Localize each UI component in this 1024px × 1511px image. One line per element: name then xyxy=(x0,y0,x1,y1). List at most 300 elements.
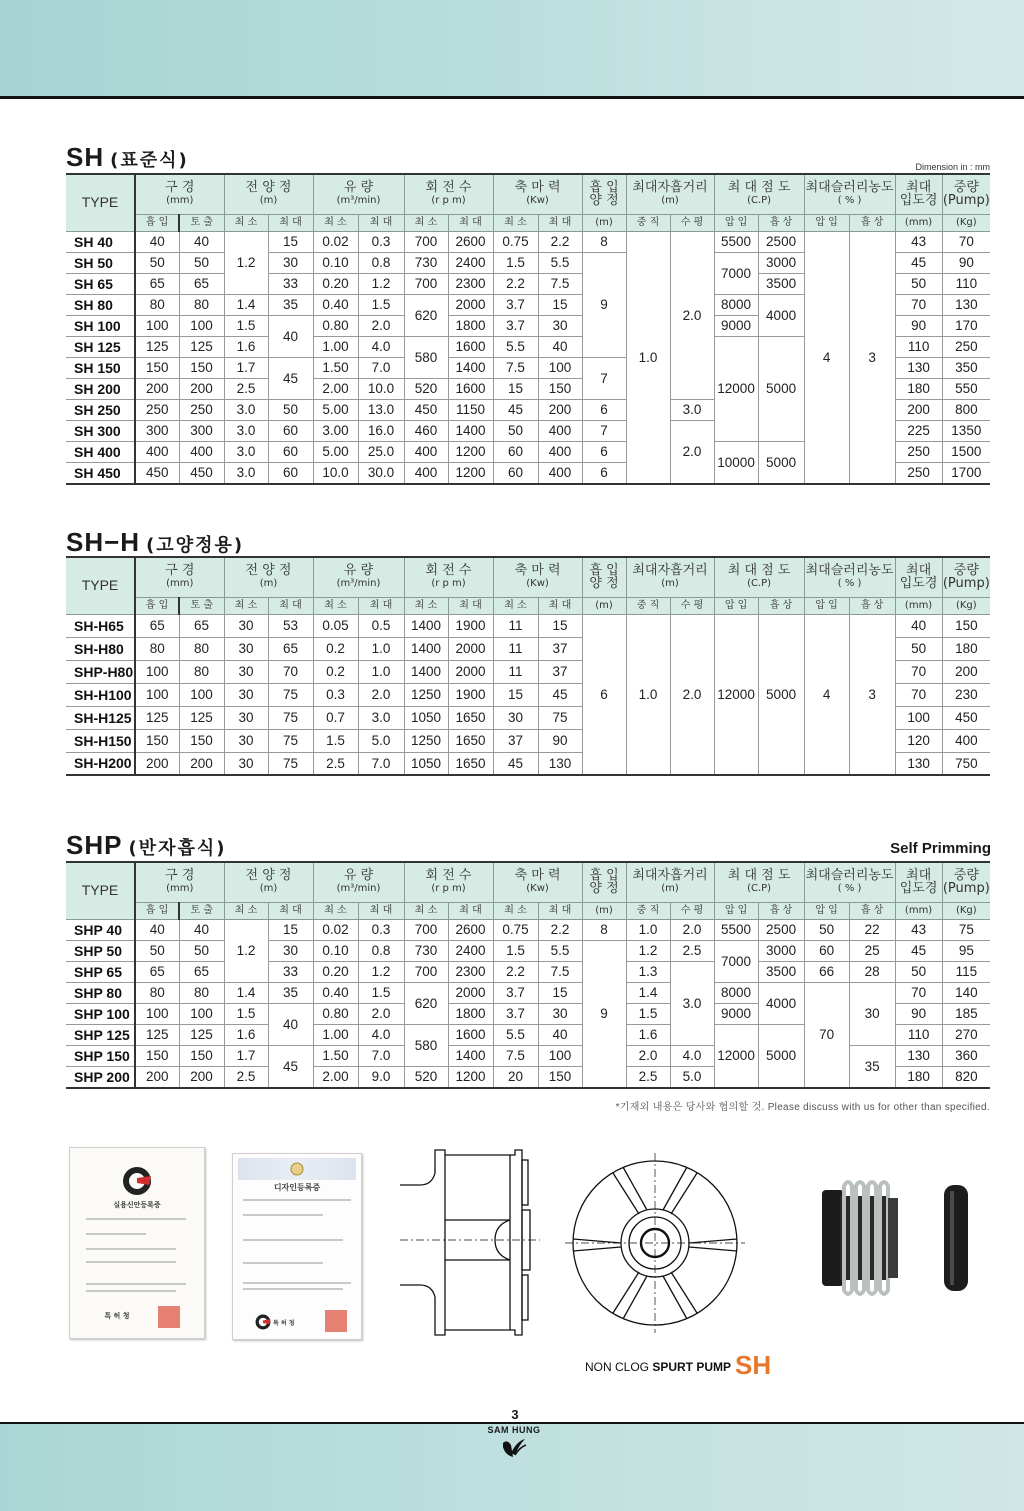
power-min: 5.5 xyxy=(493,1024,538,1045)
viscosity-press: 8000 xyxy=(714,294,758,315)
head-max: 45 xyxy=(268,1045,313,1088)
col-suction-head-label2: 양 정 xyxy=(589,193,619,209)
head-max: 33 xyxy=(268,961,313,982)
particle-size: 180 xyxy=(895,378,942,399)
head-max: 60 xyxy=(268,441,313,462)
bore-inlet: 80 xyxy=(135,294,179,315)
col-suction-head-label: 흡 입 xyxy=(589,180,619,196)
bore-outlet: 400 xyxy=(179,441,224,462)
viscosity-suck: 4000 xyxy=(758,982,804,1024)
col-viscosity xyxy=(714,174,804,214)
weight: 800 xyxy=(942,399,990,420)
head-max: 35 xyxy=(268,982,313,1003)
col-suction-head xyxy=(582,862,626,902)
self-suction-horizontal: 3.0 xyxy=(670,399,714,420)
sub-unit-m: (m) xyxy=(582,214,626,231)
sub-unit-mm: (mm) xyxy=(895,902,942,919)
particle-size: 180 xyxy=(895,1066,942,1088)
sub-suck: 흡 상 xyxy=(849,902,895,919)
bore-outlet: 65 xyxy=(179,961,224,982)
power-max: 37 xyxy=(538,637,582,660)
bore-inlet: 125 xyxy=(135,336,179,357)
utility-model-certificate xyxy=(69,1147,205,1339)
col-speed-label: 회 전 수 xyxy=(425,868,472,884)
col-power xyxy=(493,174,582,214)
head-max: 45 xyxy=(268,357,313,399)
power-max: 15 xyxy=(538,982,582,1003)
caption-model: SH xyxy=(735,1350,772,1380)
bore-outlet: 125 xyxy=(179,1024,224,1045)
weight: 1500 xyxy=(942,441,990,462)
head-min: 1.2 xyxy=(224,231,268,294)
bore-inlet: 100 xyxy=(135,683,179,706)
power-max: 130 xyxy=(538,752,582,775)
national-emblem-icon xyxy=(290,1162,304,1176)
type-cell: SHP 65 xyxy=(66,961,135,982)
head-max: 35 xyxy=(268,294,313,315)
rpm-max: 2600 xyxy=(448,919,493,940)
type-cell: SHP 80 xyxy=(66,982,135,1003)
bore-inlet: 200 xyxy=(135,1066,179,1088)
col-suction-head xyxy=(582,557,626,597)
suction-head: 7 xyxy=(582,420,626,441)
col-power-unit: (Kw) xyxy=(526,883,549,895)
flow-min: 1.50 xyxy=(313,357,358,378)
viscosity-suck: 2500 xyxy=(758,919,804,940)
slurry-press: 4 xyxy=(804,614,849,775)
viscosity-suck: 5000 xyxy=(758,614,804,775)
col-bore-label: 구 경 xyxy=(165,563,195,579)
col-weight-label2: (Pump) xyxy=(942,193,990,209)
col-bore xyxy=(135,862,224,902)
power-min: 1.5 xyxy=(493,940,538,961)
head-min: 1.6 xyxy=(224,336,268,357)
official-seal xyxy=(325,1310,347,1332)
sub-min: 최 소 xyxy=(313,597,358,614)
col-bore-label: 구 경 xyxy=(165,868,195,884)
self-suction-vertical: 1.0 xyxy=(626,231,670,484)
rpm-min: 700 xyxy=(404,919,448,940)
rpm-min: 450 xyxy=(404,399,448,420)
col-suction-head-label2: 양 정 xyxy=(589,576,619,592)
flow-min: 1.00 xyxy=(313,336,358,357)
sub-min: 최 소 xyxy=(224,597,268,614)
rpm-max: 2000 xyxy=(448,294,493,315)
col-self-suction xyxy=(626,557,714,597)
table-row xyxy=(66,614,990,637)
col-speed-unit: (r p m) xyxy=(431,195,466,207)
bore-outlet: 80 xyxy=(179,982,224,1003)
particle-size: 70 xyxy=(895,294,942,315)
rpm-max: 1900 xyxy=(448,614,493,637)
sub-min: 최 소 xyxy=(224,214,268,231)
sh-subtitle: (표준식) xyxy=(110,150,189,171)
col-slurry-label: 최대슬러리농도 xyxy=(805,180,894,196)
weight: 1700 xyxy=(942,462,990,484)
flow-max: 10.0 xyxy=(358,378,404,399)
flow-min: 0.40 xyxy=(313,982,358,1003)
bore-inlet: 150 xyxy=(135,357,179,378)
suction-head: 6 xyxy=(582,399,626,420)
bore-outlet: 200 xyxy=(179,1066,224,1088)
flow-max: 1.5 xyxy=(358,294,404,315)
power-max: 100 xyxy=(538,1045,582,1066)
viscosity-suck: 3500 xyxy=(758,961,804,982)
text-line xyxy=(243,1199,351,1201)
self-suction-horizontal: 2.5 xyxy=(670,940,714,961)
power-min: 45 xyxy=(493,399,538,420)
head-max: 60 xyxy=(268,462,313,484)
flow-min: 10.0 xyxy=(313,462,358,484)
sub-max: 최 대 xyxy=(448,902,493,919)
viscosity-press: 8000 xyxy=(714,982,758,1003)
flow-max: 13.0 xyxy=(358,399,404,420)
text-line xyxy=(86,1290,176,1292)
flow-max: 3.0 xyxy=(358,706,404,729)
flow-min: 0.10 xyxy=(313,252,358,273)
col-power-unit: (Kw) xyxy=(526,195,549,207)
flow-min: 2.00 xyxy=(313,1066,358,1088)
sub-press: 압 입 xyxy=(804,597,849,614)
sh-spec-table xyxy=(66,173,990,485)
sub-press: 압 입 xyxy=(804,214,849,231)
text-line xyxy=(86,1248,176,1250)
weight: 360 xyxy=(942,1045,990,1066)
particle-size: 70 xyxy=(895,982,942,1003)
rpm-min: 1250 xyxy=(404,729,448,752)
self-suction-horizontal: 2.0 xyxy=(670,614,714,775)
self-priming-label: Self Primming xyxy=(890,840,991,857)
rpm-max: 2600 xyxy=(448,231,493,252)
viscosity-press: 10000 xyxy=(714,441,758,484)
weight: 450 xyxy=(942,706,990,729)
col-flow-unit: (m³/min) xyxy=(336,195,381,207)
power-max: 100 xyxy=(538,357,582,378)
bore-outlet: 200 xyxy=(179,752,224,775)
sub-outlet: 토 출 xyxy=(179,214,224,231)
head-min: 30 xyxy=(224,637,268,660)
col-power-label: 축 마 력 xyxy=(514,180,561,196)
weight: 250 xyxy=(942,336,990,357)
bore-outlet: 100 xyxy=(179,315,224,336)
col-power-label: 축 마 력 xyxy=(514,868,561,884)
particle-size: 130 xyxy=(895,1045,942,1066)
col-suction-head-label: 흡 입 xyxy=(589,868,619,884)
table-row xyxy=(66,1045,990,1066)
sh-section-title xyxy=(66,142,189,173)
weight: 70 xyxy=(942,231,990,252)
sub-unit-m: (m) xyxy=(582,597,626,614)
col-weight-label: 중량 xyxy=(953,180,979,196)
bore-outlet: 125 xyxy=(179,706,224,729)
weight: 550 xyxy=(942,378,990,399)
col-type: TYPE xyxy=(66,557,135,614)
bore-inlet: 300 xyxy=(135,420,179,441)
rpm-max: 2300 xyxy=(448,961,493,982)
flow-min: 5.00 xyxy=(313,441,358,462)
bore-outlet: 40 xyxy=(179,231,224,252)
table-header xyxy=(66,862,990,919)
head-min: 30 xyxy=(224,752,268,775)
bore-outlet: 100 xyxy=(179,683,224,706)
type-cell: SH 450 xyxy=(66,462,135,484)
flow-max: 1.2 xyxy=(358,961,404,982)
flow-min: 5.00 xyxy=(313,399,358,420)
bore-inlet: 100 xyxy=(135,315,179,336)
rpm-max: 1200 xyxy=(448,1066,493,1088)
flow-max: 0.8 xyxy=(358,252,404,273)
shp-subtitle: (반자흡식) xyxy=(128,838,227,859)
suction-head: 6 xyxy=(582,462,626,484)
col-head-unit: (m) xyxy=(259,883,278,895)
weight: 350 xyxy=(942,357,990,378)
col-viscosity xyxy=(714,557,804,597)
col-flow-label: 유 량 xyxy=(343,180,374,196)
sub-suck: 흡 상 xyxy=(758,597,804,614)
rpm-min: 400 xyxy=(404,462,448,484)
power-max: 75 xyxy=(538,706,582,729)
sub-max: 최 대 xyxy=(358,214,404,231)
sub-min: 최 소 xyxy=(493,597,538,614)
col-flow xyxy=(313,557,404,597)
text-line xyxy=(243,1288,343,1290)
sub-min: 최 소 xyxy=(224,902,268,919)
sub-horizontal: 수 평 xyxy=(670,597,714,614)
slurry-press: 50 xyxy=(804,919,849,940)
bore-inlet: 125 xyxy=(135,1024,179,1045)
bore-inlet: 150 xyxy=(135,729,179,752)
rpm-min: 700 xyxy=(404,961,448,982)
head-min: 1.6 xyxy=(224,1024,268,1045)
sub-max: 최 대 xyxy=(448,597,493,614)
power-max: 15 xyxy=(538,294,582,315)
col-flow xyxy=(313,174,404,214)
particle-size: 120 xyxy=(895,729,942,752)
dimension-note: Dimension in : mm xyxy=(915,162,990,172)
rpm-max: 1600 xyxy=(448,336,493,357)
col-bore-unit: (mm) xyxy=(166,578,194,590)
power-max: 200 xyxy=(538,399,582,420)
sub-suck: 흡 상 xyxy=(849,214,895,231)
flow-min: 0.3 xyxy=(313,683,358,706)
shh-title: SH−H xyxy=(66,527,141,557)
bore-outlet: 200 xyxy=(179,378,224,399)
self-suction-vertical: 1.2 xyxy=(626,940,670,961)
sub-min: 최 소 xyxy=(493,902,538,919)
power-min: 15 xyxy=(493,378,538,399)
col-viscosity-unit: (C.P) xyxy=(747,195,772,207)
col-speed-unit: (r p m) xyxy=(431,578,466,590)
col-bore-unit: (mm) xyxy=(166,195,194,207)
power-min: 3.7 xyxy=(493,1003,538,1024)
head-min: 3.0 xyxy=(224,399,268,420)
col-type: TYPE xyxy=(66,862,135,919)
rpm-min: 730 xyxy=(404,252,448,273)
sub-max: 최 대 xyxy=(448,214,493,231)
sub-press: 압 입 xyxy=(714,902,758,919)
flow-min: 0.7 xyxy=(313,706,358,729)
bore-inlet: 125 xyxy=(135,706,179,729)
sub-max: 최 대 xyxy=(358,902,404,919)
sub-unit-kg: (Kg) xyxy=(942,902,990,919)
col-speed-label: 회 전 수 xyxy=(425,563,472,579)
rpm-max: 1800 xyxy=(448,315,493,336)
viscosity-suck: 2500 xyxy=(758,231,804,252)
sub-outlet: 토 출 xyxy=(179,597,224,614)
viscosity-suck: 3500 xyxy=(758,273,804,294)
head-min: 1.7 xyxy=(224,1045,268,1066)
col-viscosity-label: 최 대 점 도 xyxy=(727,868,791,884)
head-min: 1.5 xyxy=(224,315,268,336)
type-cell: SH-H65 xyxy=(66,614,135,637)
col-suction-head-label: 흡 입 xyxy=(589,563,619,579)
bore-outlet: 150 xyxy=(179,1045,224,1066)
bore-inlet: 200 xyxy=(135,378,179,399)
sub-min: 최 소 xyxy=(404,902,448,919)
head-min: 3.0 xyxy=(224,462,268,484)
type-cell: SH-H200 xyxy=(66,752,135,775)
col-head xyxy=(224,862,313,902)
flow-max: 0.3 xyxy=(358,919,404,940)
rpm-min: 620 xyxy=(404,294,448,336)
col-slurry-unit: ( % ) xyxy=(837,883,862,895)
type-cell: SH 100 xyxy=(66,315,135,336)
self-suction-vertical: 1.0 xyxy=(626,919,670,940)
head-max: 40 xyxy=(268,315,313,357)
sub-max: 최 대 xyxy=(268,214,313,231)
col-viscosity-unit: (C.P) xyxy=(747,578,772,590)
col-particle-label2: 입도경 xyxy=(899,193,938,209)
caption-non-clog: NON CLOG xyxy=(585,1360,653,1374)
head-min: 1.7 xyxy=(224,357,268,378)
type-cell: SH 50 xyxy=(66,252,135,273)
col-weight-label2: (Pump) xyxy=(942,576,990,592)
shh-section-title xyxy=(66,527,244,558)
col-head xyxy=(224,557,313,597)
type-cell: SH 150 xyxy=(66,357,135,378)
bore-outlet: 300 xyxy=(179,420,224,441)
col-slurry xyxy=(804,174,895,214)
power-max: 400 xyxy=(538,462,582,484)
col-particle xyxy=(895,174,942,214)
text-line xyxy=(86,1283,186,1285)
power-max: 30 xyxy=(538,1003,582,1024)
sub-outlet: 토 출 xyxy=(179,902,224,919)
bore-inlet: 40 xyxy=(135,231,179,252)
shp-title: SHP xyxy=(66,830,123,860)
power-max: 30 xyxy=(538,315,582,336)
bore-outlet: 100 xyxy=(179,1003,224,1024)
col-flow xyxy=(313,862,404,902)
flow-max: 2.0 xyxy=(358,1003,404,1024)
design-registration-certificate xyxy=(232,1153,362,1340)
head-min: 30 xyxy=(224,729,268,752)
head-max: 70 xyxy=(268,660,313,683)
viscosity-suck: 5000 xyxy=(758,1024,804,1088)
particle-size: 40 xyxy=(895,614,942,637)
rpm-max: 1600 xyxy=(448,378,493,399)
flow-max: 2.0 xyxy=(358,683,404,706)
col-particle xyxy=(895,862,942,902)
type-cell: SHP 200 xyxy=(66,1066,135,1088)
col-particle-label2: 입도경 xyxy=(899,576,938,592)
footnote: *기재외 내용은 당사와 협의할 것. Please discuss with us for other than specified. xyxy=(615,1102,990,1113)
bore-outlet: 80 xyxy=(179,660,224,683)
flow-max: 9.0 xyxy=(358,1066,404,1088)
sam-hung-logo-icon xyxy=(501,1437,527,1459)
power-min: 11 xyxy=(493,614,538,637)
viscosity-press: 7000 xyxy=(714,940,758,982)
viscosity-press: 5500 xyxy=(714,919,758,940)
rpm-min: 1250 xyxy=(404,683,448,706)
bore-inlet: 450 xyxy=(135,462,179,484)
head-min: 30 xyxy=(224,683,268,706)
bore-inlet: 250 xyxy=(135,399,179,420)
self-suction-vertical: 1.0 xyxy=(626,614,670,775)
flow-max: 4.0 xyxy=(358,1024,404,1045)
rpm-min: 730 xyxy=(404,940,448,961)
weight: 140 xyxy=(942,982,990,1003)
self-suction-horizontal: 2.0 xyxy=(670,420,714,484)
self-suction-vertical: 1.5 xyxy=(626,1003,670,1024)
sub-unit-mm: (mm) xyxy=(895,597,942,614)
col-flow-label: 유 량 xyxy=(343,868,374,884)
flow-max: 1.5 xyxy=(358,982,404,1003)
col-bore xyxy=(135,174,224,214)
col-bore-unit: (mm) xyxy=(166,883,194,895)
particle-size: 70 xyxy=(895,683,942,706)
rpm-min: 1400 xyxy=(404,637,448,660)
col-self-suction-label: 최대자흡거리 xyxy=(632,868,708,884)
power-max: 7.5 xyxy=(538,961,582,982)
slurry-press: 4 xyxy=(804,231,849,484)
bore-outlet: 150 xyxy=(179,729,224,752)
power-min: 3.7 xyxy=(493,315,538,336)
sub-press: 압 입 xyxy=(714,214,758,231)
type-cell: SH 80 xyxy=(66,294,135,315)
col-weight-label: 중량 xyxy=(953,868,979,884)
head-max: 33 xyxy=(268,273,313,294)
head-min: 3.0 xyxy=(224,420,268,441)
head-max: 60 xyxy=(268,420,313,441)
flow-min: 0.40 xyxy=(313,294,358,315)
power-max: 400 xyxy=(538,420,582,441)
table-header xyxy=(66,174,990,231)
slurry-suck: 35 xyxy=(849,1045,895,1088)
rpm-min: 1050 xyxy=(404,752,448,775)
text-line xyxy=(243,1239,343,1241)
viscosity-press: 12000 xyxy=(714,336,758,441)
bore-inlet: 80 xyxy=(135,637,179,660)
weight: 95 xyxy=(942,940,990,961)
flow-min: 0.80 xyxy=(313,1003,358,1024)
flow-max: 30.0 xyxy=(358,462,404,484)
head-max: 30 xyxy=(268,252,313,273)
power-min: 45 xyxy=(493,752,538,775)
particle-size: 200 xyxy=(895,399,942,420)
power-min: 5.5 xyxy=(493,336,538,357)
certificate-issuer: 특 허 청 xyxy=(104,1312,130,1320)
text-line xyxy=(243,1282,351,1284)
sub-inlet: 흡 입 xyxy=(135,597,179,614)
col-viscosity xyxy=(714,862,804,902)
viscosity-suck: 3000 xyxy=(758,940,804,961)
viscosity-press: 12000 xyxy=(714,1024,758,1088)
power-max: 2.2 xyxy=(538,231,582,252)
bore-inlet: 65 xyxy=(135,273,179,294)
rpm-min: 460 xyxy=(404,420,448,441)
flow-min: 0.20 xyxy=(313,961,358,982)
